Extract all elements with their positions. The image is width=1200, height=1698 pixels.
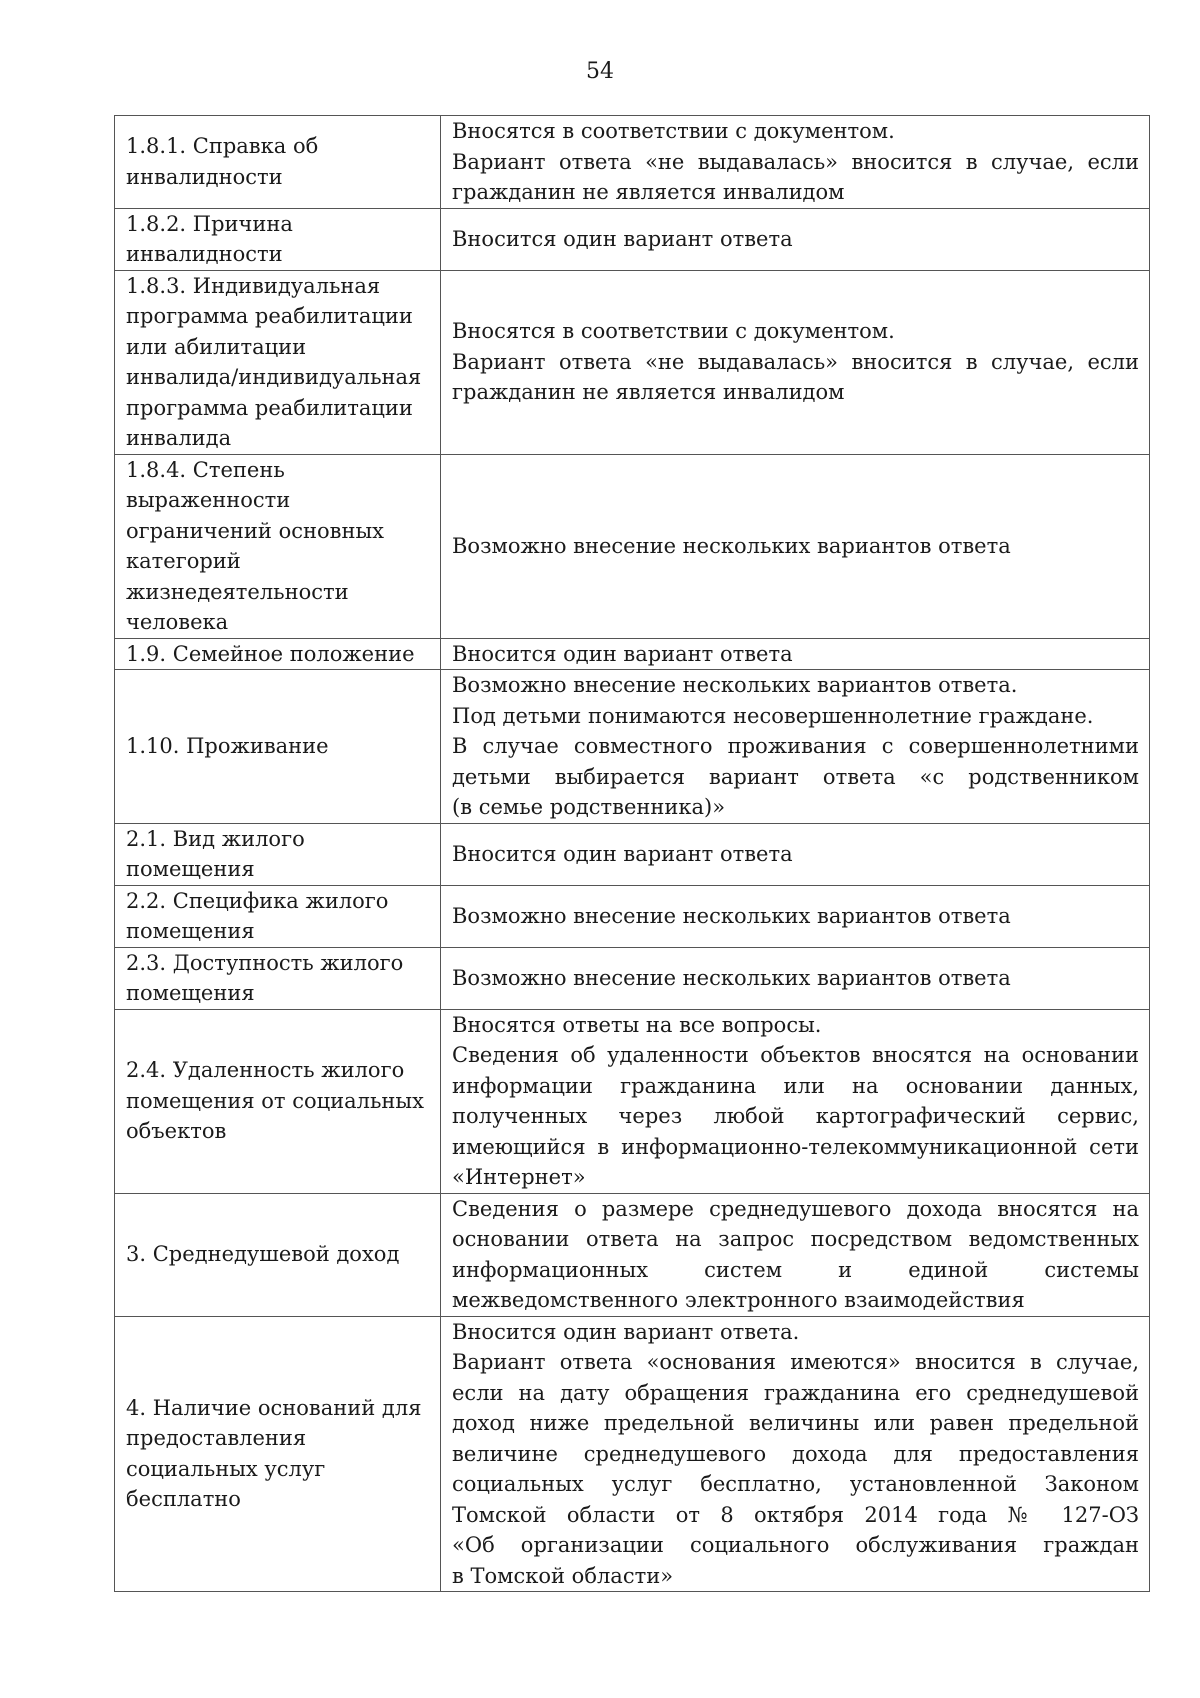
page-number: 54	[586, 59, 614, 84]
field-name-line: человека	[126, 610, 229, 634]
table-row	[115, 947, 1150, 1009]
instruction-line: Вносится один вариант ответа	[452, 841, 793, 866]
table-row	[115, 116, 1150, 209]
field-name-cell	[115, 116, 441, 209]
table-row	[115, 208, 1150, 270]
field-name-line: 2.2. Специфика жилого	[126, 888, 389, 913]
instruction-cell	[441, 116, 1150, 209]
field-name-cell	[115, 454, 441, 638]
field-name-line: жизнедеятельности	[126, 579, 349, 604]
field-name-cell	[115, 638, 441, 670]
field-name-line: 4. Наличие оснований для	[126, 1395, 422, 1420]
field-name-line: 2.4. Удаленность жилого	[126, 1058, 405, 1083]
instruction-line: Под детьми понимаются несовершеннолетние граждане.	[452, 703, 1094, 728]
instruction-cell	[441, 947, 1150, 1009]
instruction-line: межведомственного электронного взаимодействия	[452, 1288, 1025, 1312]
instruction-line: Вариант ответа «основания имеются» вносится в случае,	[452, 1350, 1139, 1374]
instruction-line: полученных через любой картографический сервис,	[452, 1104, 1139, 1128]
field-name-line: помещения	[126, 981, 255, 1005]
field-name-line: инвалидности	[126, 164, 283, 189]
field-name-line: 1.9. Семейное положение	[126, 641, 415, 666]
table-row	[115, 885, 1150, 947]
instruction-line: Вариант ответа «не выдавалась» вносится в случае, если	[452, 349, 1139, 374]
instruction-line: Вариант ответа «не выдавалась» вносится в случае, если	[452, 149, 1139, 174]
field-name-cell	[115, 208, 441, 270]
field-name-line: помещения	[126, 857, 255, 881]
table-row	[115, 823, 1150, 885]
field-name-line: 3. Среднедушевой доход	[126, 1242, 400, 1267]
instruction-line: Вносятся в соответствии с документом.	[452, 319, 895, 344]
instruction-cell	[441, 1193, 1150, 1316]
field-name-line: категорий	[126, 549, 241, 573]
field-name-cell	[115, 1009, 441, 1193]
table-body	[115, 116, 1150, 1592]
field-name-line: 2.3. Доступность жилого	[126, 950, 404, 975]
table-row	[115, 1316, 1150, 1592]
instruction-line: (в семье родственника)»	[452, 795, 726, 819]
table-row	[115, 270, 1150, 454]
instruction-line: «Об организации социального обслуживания граждан	[452, 1533, 1139, 1557]
instruction-line: информационных систем и единой системы	[452, 1257, 1139, 1282]
instruction-line: Вносится один вариант ответа	[452, 641, 793, 666]
field-name-line: 1.8.3. Индивидуальная	[126, 273, 381, 298]
instruction-line: Томской области от 8 октября 2014 года № 127-ОЗ	[452, 1502, 1139, 1527]
instruction-line: Возможно внесение нескольких вариантов ответа	[452, 965, 1011, 990]
field-name-line: 1.8.2. Причина	[126, 211, 293, 236]
instruction-cell	[441, 1009, 1150, 1193]
instruction-line: социальных услуг бесплатно, установленной Законом	[452, 1472, 1139, 1496]
field-name-line: 1.10. Проживание	[126, 734, 329, 758]
instruction-line: гражданин не является инвалидом	[452, 380, 845, 405]
instruction-line: величине среднедушевого дохода для предоставления	[452, 1441, 1139, 1466]
table-row	[115, 454, 1150, 638]
instruction-line: имеющийся в информационно-телекоммуникационной сети	[452, 1134, 1139, 1159]
instruction-line: Возможно внесение нескольких вариантов ответа	[452, 533, 1011, 558]
field-name-line: программа реабилитации	[126, 304, 413, 328]
field-name-line: ограничений основных	[126, 518, 384, 543]
instruction-line: доход ниже предельной величины или равен предельной	[452, 1411, 1139, 1435]
instruction-line: Сведения об удаленности объектов вносятся на основании	[452, 1043, 1139, 1067]
instruction-line: основании ответа на запрос посредством ведомственных	[452, 1227, 1139, 1251]
field-name-line: 1.8.1. Справка об	[126, 134, 319, 159]
instruction-cell	[441, 670, 1150, 824]
field-name-line: инвалида	[126, 426, 232, 450]
instruction-cell	[441, 1316, 1150, 1592]
instruction-line: Вносится один вариант ответа.	[452, 1319, 800, 1344]
table-row	[115, 1009, 1150, 1193]
instruction-line: Вносится один вариант ответа	[452, 226, 793, 251]
document-table	[114, 115, 1150, 1592]
table-row	[115, 638, 1150, 670]
field-name-line: бесплатно	[126, 1487, 241, 1512]
instruction-cell	[441, 885, 1150, 947]
table-row	[115, 670, 1150, 824]
field-name-cell	[115, 1316, 441, 1592]
instruction-line: Вносятся в соответствии с документом.	[452, 119, 895, 143]
instruction-cell	[441, 270, 1150, 454]
field-name-line: выраженности	[126, 488, 291, 512]
instruction-cell	[441, 823, 1150, 885]
table-row	[115, 1193, 1150, 1316]
instruction-cell	[441, 638, 1150, 670]
field-name-line: помещения	[126, 919, 255, 943]
instruction-line: если на дату обращения гражданина его среднедушевой	[452, 1380, 1139, 1405]
field-name-line: помещения от социальных	[126, 1088, 424, 1113]
instruction-line: «Интернет»	[452, 1165, 586, 1189]
instruction-line: Возможно внесение нескольких вариантов ответа	[452, 903, 1011, 928]
instruction-line: гражданин не является инвалидом	[452, 180, 845, 204]
instruction-line: В случае совместного проживания с совершеннолетними	[452, 734, 1139, 758]
field-name-cell	[115, 947, 441, 1009]
field-name-line: инвалида/индивидуальная	[126, 365, 422, 389]
instruction-cell	[441, 454, 1150, 638]
field-name-line: объектов	[126, 1119, 227, 1144]
instruction-line: Вносятся ответы на все вопросы.	[452, 1012, 822, 1037]
instruction-line: Возможно внесение нескольких вариантов ответа.	[452, 673, 1018, 697]
instruction-cell	[441, 208, 1150, 270]
instruction-line: Сведения о размере среднедушевого дохода вносятся на	[452, 1196, 1139, 1221]
field-name-cell	[115, 823, 441, 885]
instruction-line: детьми выбирается вариант ответа «с родственником	[452, 764, 1139, 789]
field-name-line: программа реабилитации	[126, 395, 413, 420]
field-name-cell	[115, 1193, 441, 1316]
field-name-cell	[115, 670, 441, 824]
field-name-line: инвалидности	[126, 242, 283, 266]
field-name-cell	[115, 885, 441, 947]
field-name-line: социальных услуг	[126, 1456, 326, 1481]
field-name-line: 1.8.4. Степень	[126, 457, 285, 482]
field-name-line: предоставления	[126, 1426, 307, 1451]
field-name-cell	[115, 270, 441, 454]
instruction-line: в Томской области»	[452, 1563, 674, 1588]
field-name-line: 2.1. Вид жилого	[126, 826, 305, 851]
instruction-line: информации гражданина или на основании данных,	[452, 1073, 1139, 1098]
field-name-line: или абилитации	[126, 334, 307, 359]
